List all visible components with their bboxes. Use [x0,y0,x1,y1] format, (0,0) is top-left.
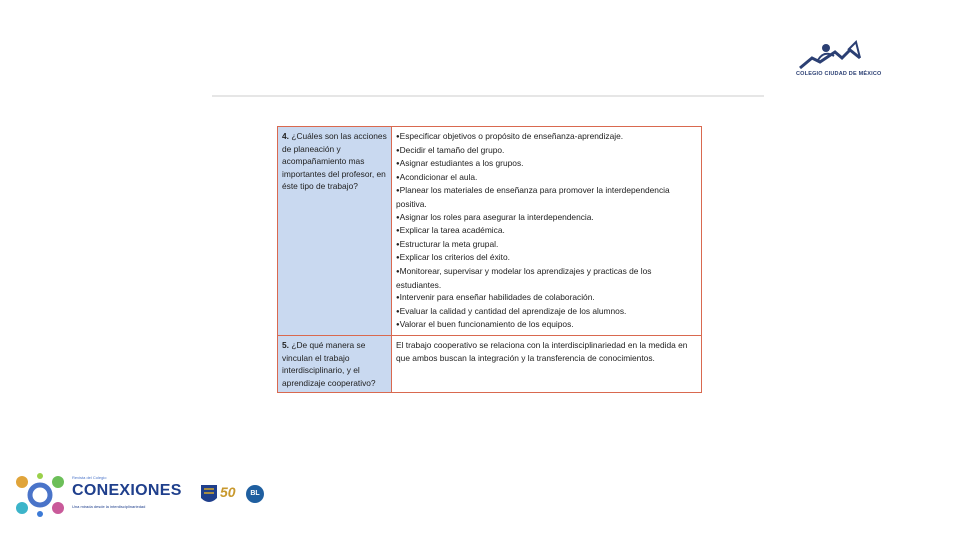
list-item: ● Valorar el buen funcionamiento de los equipos. [396,318,697,332]
list-item: ● Evaluar la calidad y cantidad del aprendizaje de los alumnos. [396,305,697,319]
list-item: ● Explicar la tarea académica. [396,224,697,238]
conexiones-subtitle: Una mirada desde la interdisciplinariedad [72,504,146,509]
list-item: ● Explicar los criterios del éxito. [396,251,697,265]
question-number: 5. [282,339,289,350]
list-item: ● Planear los materiales de enseñanza para promover la interdependencia positiva. [396,184,697,210]
question-text: ¿Cuáles son las acciones de planeación y acompañamiento mas importantes del profesor, en éste tipo de trabajo? [282,131,387,192]
bl-badge-text: BL [250,490,260,497]
anniversary-badge [220,484,242,506]
bl-badge [246,485,264,503]
list-item: ● Asignar estudiantes a los grupos. [396,157,697,171]
answer-list [396,130,697,332]
footer-logos [10,470,265,520]
question-number: 4. [282,131,289,141]
question-cell [278,335,392,392]
list-item: ● Acondicionar el aula. [396,171,697,185]
question-text: ¿De qué manera se vinculan el trabajo interdisciplinario, y el aprendizaje cooperativo? [282,339,376,388]
anniversary-number: 50 [220,484,236,500]
conexiones-logo-icon [10,470,70,520]
conexiones-pretitle: Revista del Colegio [72,475,107,480]
colegio-logo-text: COLEGIO CIUDAD DE MÉXICO [796,71,882,77]
unam-shield-icon [200,484,218,506]
list-item: ● Especificar objetivos o propósito de enseñanza-aprendizaje. [396,130,697,144]
conexiones-title: CONEXIONES [72,482,182,499]
list-item: ● Estructurar la meta grupal. [396,238,697,252]
list-item: ● Asignar los roles para asegurar la interdependencia. [396,211,697,225]
answer-cell [392,335,702,392]
qa-table [277,126,702,393]
colegio-logo-icon [790,38,885,93]
answer-cell [392,127,702,336]
table-row [278,127,702,336]
colegio-logo [790,38,885,93]
answer-text: El trabajo cooperativo se relaciona con la interdisciplinariedad en la medida en que ambos buscan la integración y la transferencia de conocimientos. [396,339,688,363]
table-row [278,335,702,392]
list-item: ● Intervenir para enseñar habilidades de colaboración. [396,291,697,305]
question-cell [278,127,392,336]
list-item: ● Decidir el tamaño del grupo. [396,144,697,158]
top-divider [212,95,764,97]
list-item: ● Monitorear, supervisar y modelar los aprendizajes y practicas de los estudiantes. [396,265,697,291]
